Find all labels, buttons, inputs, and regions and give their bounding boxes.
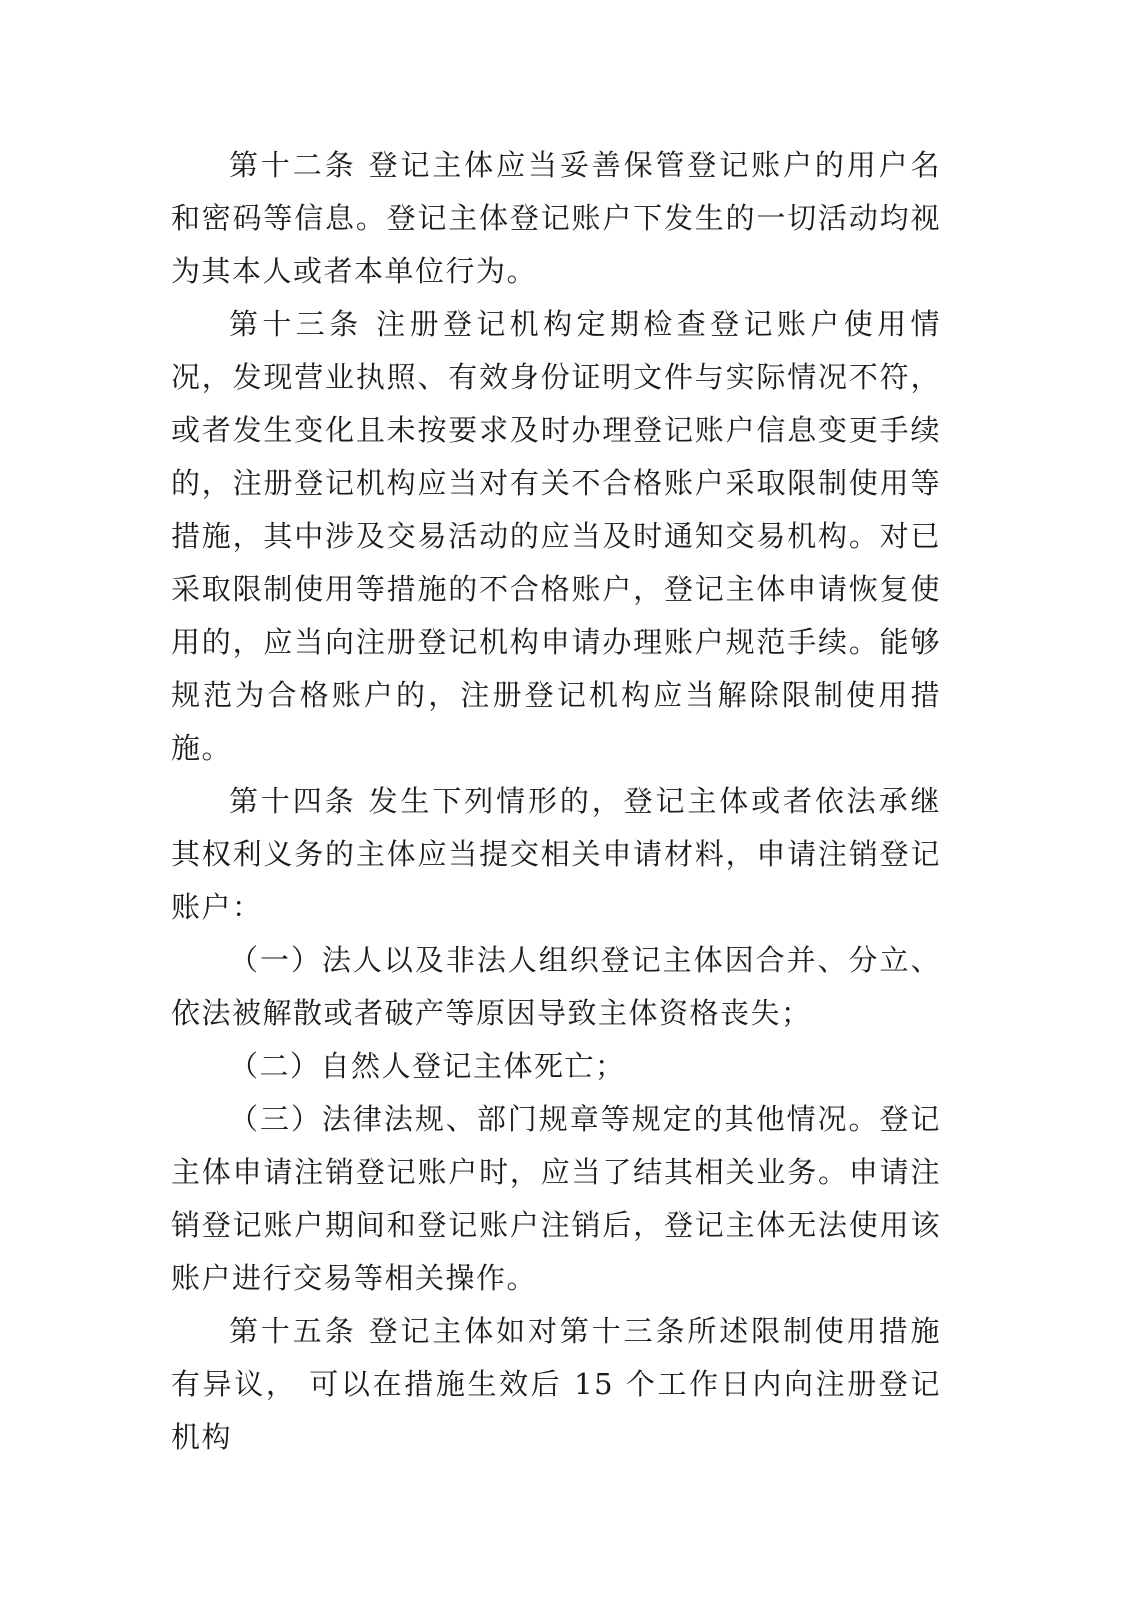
article-13-paragraph: 第十三条 注册登记机构定期检查登记账户使用情况，发现营业执照、有效身份证明文件与实际情况不符，或者发生变化且未按要求及时办理登记账户信息变更手续的，注册登记机构应当对有关不合格账户采取限制使用等措施，其中涉及交易活动的应当及时通知交易机构。对已采取限制使用等措施的不合格账户，登记主体申请恢复使用的，应当向注册登记机构申请办理账户规范手续。能够规范为合格账户的，注册登记机构应当解除限制使用措施。 [171,307,941,765]
article-14-paragraph: 第十四条 发生下列情形的，登记主体或者依法承继其权利义务的主体应当提交相关申请材料，申请注销登记账户： [171,784,941,924]
document-body [171,139,941,1464]
article-15-paragraph: 第十五条 登记主体如对第十三条所述限制使用措施有异议， 可以在措施生效后 15 个工作日内向注册登记机构 [171,1314,941,1454]
article-14-item-1: （一）法人以及非法人组织登记主体因合并、分立、依法被解散或者破产等原因导致主体资格丧失； [171,943,941,1030]
article-14-item-2: （二）自然人登记主体死亡； [229,1049,626,1083]
article-12-paragraph: 第十二条 登记主体应当妥善保管登记账户的用户名和密码等信息。登记主体登记账户下发生的一切活动均视为其本人或者本单位行为。 [171,148,941,288]
article-14-item-3: （三）法律法规、部门规章等规定的其他情况。登记主体申请注销登记账户时，应当了结其相关业务。申请注销登记账户期间和登记账户注销后，登记主体无法使用该账户进行交易等相关操作。 [171,1102,941,1295]
